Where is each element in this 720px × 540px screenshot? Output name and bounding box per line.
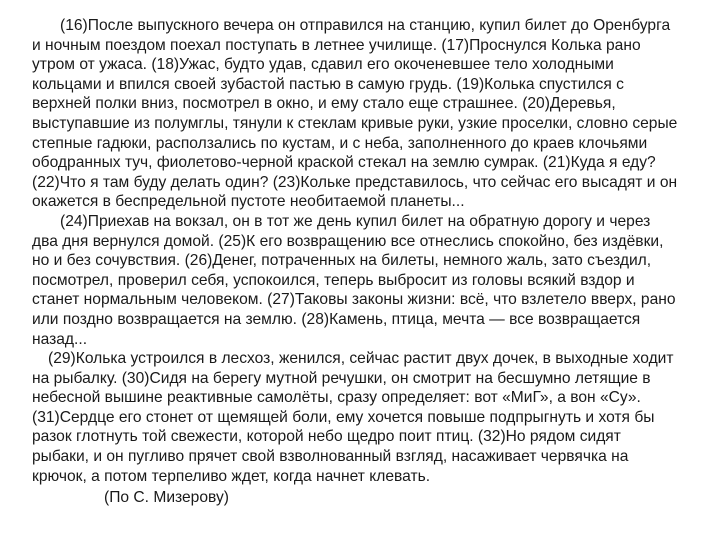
text-line: кольцами и впился своей зубастой пастью в самую грудь. (19)Колька спустился с: [32, 75, 624, 93]
source-attribution: (По С. Мизерову): [104, 489, 229, 507]
text-line: (24)Приехав на вокзал, он в тот же день купил билет на обратную дорогу и через: [60, 212, 651, 230]
paragraph-1: [32, 16, 692, 212]
text-line: (29)Колька устроился в лесхоз, женился, сейчас растит двух дочек, в выходные ходит: [48, 350, 674, 368]
text-line: (22)Что я там буду делать один? (23)Кольке представилось, что сейчас его высадят и он: [32, 173, 678, 191]
text-line: степные гадюки, расползались по кустам, и с неба, заполненного до краев клочьями: [32, 134, 648, 152]
paragraph-3: [32, 349, 692, 486]
text-line: выступавшие из полумглы, тянули к стеклам кривые руки, узкие проселки, словно серые: [32, 114, 678, 132]
text-line: станет нормальным человеком. (27)Таковы законы жизни: всё, что взлетело вверх, рано: [32, 291, 676, 309]
text-line: посмотрел, проверил себя, успокоился, теперь выбросит из головы всякий вздор и: [32, 271, 635, 289]
text-line: рыбаки, и он пугливо прячет свой взволнованный взгляд, насаживает червячка на: [32, 448, 629, 466]
text-line: и ночным поездом поехал поступать в летнее училище. (17)Проснулся Колька рано: [32, 36, 641, 54]
text-line: ободранных туч, фиолетово-черной краской стекал на землю сумрак. (21)Куда я еду?: [32, 154, 656, 172]
text-line: два дня вернулся домой. (25)К его возвращению все отнеслись спокойно, без издёвки,: [32, 232, 664, 250]
text-line: назад...: [32, 330, 88, 348]
text-line: окажется в беспредельной пустоте необитаемой планеты...: [32, 193, 465, 211]
text-line: верхней полки вниз, посмотрел в окно, и ему стало еще страшнее. (20)Деревья,: [32, 95, 616, 113]
text-line: крючок, а потом терпеливо ждет, когда начнет клевать.: [32, 467, 431, 485]
text-line: (16)После выпускного вечера он отправился на станцию, купил билет до Оренбурга: [60, 17, 671, 34]
text-line: на рыбалку. (30)Сидя на берегу мутной речушки, он смотрит на бесшумно летящие в: [32, 369, 651, 387]
text-line: (31)Сердце его стонет от щемящей боли, ему хочется повыше подпрыгнуть и хотя бы: [32, 408, 655, 426]
text-line: или поздно возвращается на землю. (28)Камень, птица, мечта — все возвращается: [32, 310, 641, 328]
text-line: разок глотнуть той свежести, которой небо щедро поит птиц. (32)Но рядом сидят: [32, 428, 621, 446]
text-line: утром от ужаса. (18)Ужас, будто удав, сдавил его окоченевшее тело холодными: [32, 56, 614, 74]
text-line: небесной вышине реактивные самолёты, сразу определяет: вот «МиГ», а вон «Су».: [32, 389, 641, 407]
text-body: [32, 16, 692, 508]
paragraph-2: [32, 212, 692, 349]
text-line: но и без сочувствия. (26)Денег, потраченных на билеты, немного жаль, зато съездил,: [32, 252, 652, 270]
